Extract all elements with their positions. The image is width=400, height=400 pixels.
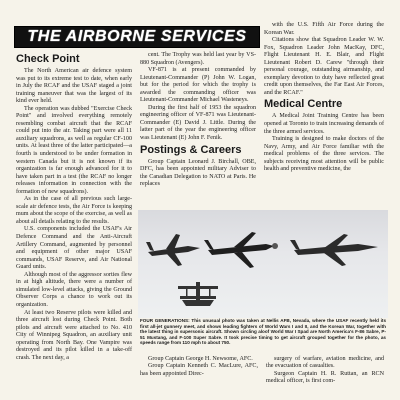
paragraph: Group Captain Leonard J. Birchall, OBE, DFC, has been appointed military Adviser to the Canadian Delegation to NATO at Paris. He replaces [140, 158, 256, 188]
paragraph: Group Captain George H. Newsome, AFC. [148, 356, 253, 362]
paragraph: As in the case of all previous such large-scale air defence tests, the Air Force is keeping mum about the scope of the exercise, as well as about all details relating to the results. [16, 196, 132, 225]
propeller-fighter-icon [204, 232, 278, 268]
column-3 [264, 22, 384, 174]
aircraft-illustration [138, 210, 388, 318]
column-1 [16, 52, 132, 362]
paragraph: VF-871 is at present commanded by Lieutenant-Commander (P) John W. Logan, but for the period for which the trophy is awarded the commanding officer was Lieutenant-Commander Michael Wasteneys. [140, 67, 256, 104]
paragraph: A Medical Joint Training Centre has been opened at Toronto to train increasing demands of the three armed services. [264, 113, 384, 135]
banner-title: THE AIRBORNE SERVICES [27, 28, 247, 45]
paragraph: surgery of warfare, aviation medicine, and the evacuation of casualties. [266, 356, 384, 370]
heading-check-point: Check Point [16, 53, 80, 65]
bottom-column-right [266, 356, 384, 386]
paragraph: with the U.S. Fifth Air Force during the Korean War. [264, 22, 384, 36]
heading-medical-centre: Medical Centre [264, 98, 343, 111]
paragraph: Although most of the aggressor sorties flew in at high altitude, there were a number of simulated low-level attacks, giving the Ground Observer Corps a chance to work out its organization. [16, 271, 132, 308]
formation-aircraft-photo [138, 210, 388, 318]
paragraph: Citations show that Squadron Leader W. W. Fox, Squadron Leader John MacKay, DFC, Flight Lieutenant H. E. Blair, and Flight Lieutenant Robert D. Carew "through their personal courage, outstanding airmanship, and exemplary devotion to duty have reflected great credit upon themselves, the Far East Air Forces, and the RCAF." [264, 37, 384, 96]
paragraph: Surgeon Captain H. R. Ruttan, an RCN medical officer, is first com- [266, 370, 384, 385]
biplane-icon [178, 282, 218, 306]
column-2 [140, 52, 256, 189]
paragraph: During the first half of 1953 the squadron engineering officer of VF-871 was Lieutenant-Commander (E) David J. Little. During the latter part of the year the engineering officer was Lieutenant (E) John F. Fenik. [140, 104, 256, 142]
bottom-column-left [140, 356, 258, 378]
supersonic-jet-icon [290, 234, 378, 266]
section-banner [14, 26, 260, 48]
paragraph: cent. The Trophy was held last year by VS-880 Squadron (Avengers). [140, 52, 256, 66]
paragraph: U.S. components included the USAF's Air Defence Command and the Anti-Aircraft Artillery Command, augmented by personnel and equipment of other major USAF commands, USAF Reserve, and Air National Guard units. [16, 226, 132, 271]
paragraph: The operation was dubbed "Exercise Check Point" and involved everything remotely resembling combat aircraft that the RCAF could put into the air. Taking part were all 11 auxiliary squadrons, as well as regular CF-100 units. At least three of the latter participated—a fourth is understood to be under formation in western Canada but it is not known if its organization is far enough advanced for it to have taken part in a test (the RCAF no longer releases information in connection with the formation of new squadrons). [16, 105, 132, 195]
paragraph: At least two Reserve pilots were killed and three aircraft lost during Check Point. Both pilots and aircraft were attached to No. 410 City of Winnipeg Squadron, an auxiliary unit operating from North Bay. One Vampire was destroyed and its pilot killed in a take-off crash. The next day, a [16, 309, 132, 361]
jet-aircraft-icon [146, 234, 200, 266]
paragraph: The North American air defence system was put to its extreme test to date, when early in July the RCAF and the USAF staged a joint training maneuver that was the largest of its kind ever held. [16, 68, 132, 105]
paragraph: Group Captain Kenneth C. MacLure, AFC, has been appointed Direc- [140, 363, 258, 377]
photo-caption: FOUR GENERATIONS: This unusual photo was taken at Nellis AFB, Nevada, where the USAF recently held its first all-jet gunnery meet, and shows leading fighters of World Wars I and II, and the Korean War, together with the latest thing in supersonic aircraft. Shown circling aloof World War I Spad are North America's F-86 Sabre, P-51 Mustang, and F-100 Super Sabre. It took precise timing to get aircraft grouped together for the photo, as speeds range from 110 mph to about 750. [140, 318, 386, 346]
paragraph: Training is designed to make doctors of the Navy, Army, and Air Force familiar with the medical problems of the three services. The subjects receiving most attention will be public health and preventive medicine, the [264, 136, 384, 173]
heading-postings-careers: Postings & Careers [140, 143, 242, 156]
